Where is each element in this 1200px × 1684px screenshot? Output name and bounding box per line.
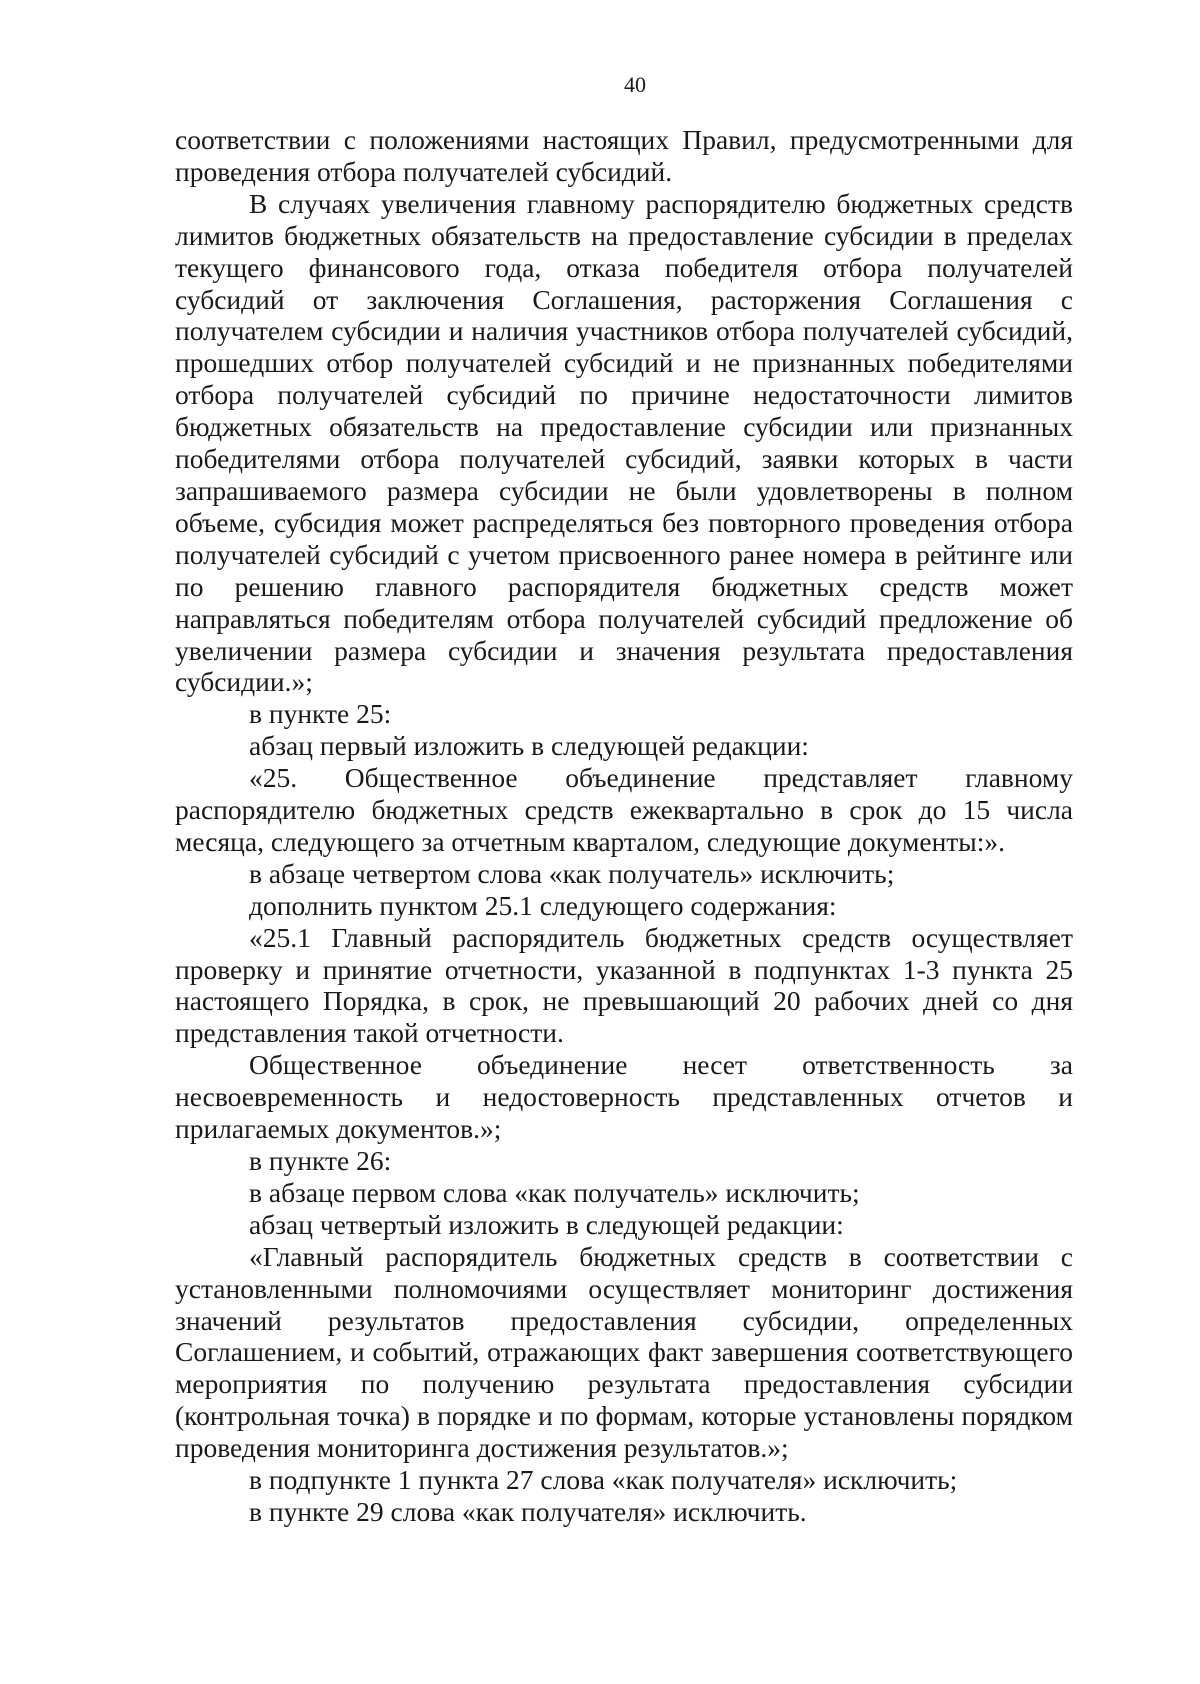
paragraph-point-25-intro: в пункте 25:: [249, 698, 392, 730]
paragraph-point-29: в пункте 29 слова «как получателя» исключить.: [249, 1495, 807, 1527]
paragraph-continuation: соответствии с положениями настоящих Правил, предусмотренными для проведения отбора получателей субсидий.: [175, 124, 1073, 187]
paragraph-fourth-abzac-exclude: в абзаце четвертом слова «как получатель» исключить;: [249, 857, 895, 889]
paragraph-monitoring-text: «Главный распорядитель бюджетных средств в соответствии с установленными полномочиями осуществляет мониторинг достижения значений результатов предоставления субсидии, определенных Соглашением, и событий, отражающих факт завершения соответствующего мероприятия по получению результата предоставления субсидии (контрольная точка) в порядке и по формам, которые установлены порядком проведения мониторинга достижения результатов.»;: [175, 1240, 1073, 1464]
page-number: 40: [624, 72, 646, 97]
paragraph-responsibility: Общественное объединение несет ответственность за несвоевременность и недостоверность представленных отчетов и прилагаемых документов.»;: [175, 1049, 1073, 1145]
paragraph-point-26-fourth-abzac: абзац четвертый изложить в следующей редакции:: [249, 1208, 844, 1240]
document-body: [175, 124, 1073, 1528]
paragraph-point-25-text: «25. Общественное объединение представляет главному распорядителю бюджетных средств ежеквартально в срок до 15 числа месяца, следующего за отчетным кварталом, следующие документы:».: [175, 762, 1073, 857]
paragraph-first-abzac-edit: абзац первый изложить в следующей редакции:: [249, 730, 809, 762]
paragraph-point-27: в подпункте 1 пункта 27 слова «как получателя» исключить;: [249, 1464, 958, 1496]
paragraph-add-point-25-1: дополнить пунктом 25.1 следующего содержания:: [249, 889, 837, 921]
paragraph-point-26-intro: в пункте 26:: [249, 1145, 392, 1176]
paragraph-point-25-1-text: «25.1 Главный распорядитель бюджетных средств осуществляет проверку и принятие отчетности, указанной в подпунктах 1-3 пункта 25 настоящего Порядка, в срок, не превышающий 20 рабочих дней со дня представления такой отчетности.: [175, 921, 1073, 1049]
paragraph-point-26-first-abzac: в абзаце первом слова «как получатель» исключить;: [249, 1176, 860, 1208]
paragraph-subsidy-distribution: В случаях увеличения главному распорядителю бюджетных средств лимитов бюджетных обязательств на предоставление субсидии в пределах текущего финансового года, отказа победителя отбора получателей субсидий от заключения Соглашения, расторжения Соглашения с получателем субсидии и наличия участников отбора получателей субсидий, прошедших отбор получателей субсидий и не признанных победителями отбора получателей субсидий по причине недостаточности лимитов бюджетных обязательств на предоставление субсидии или признанных победителями отбора получателей субсидий, заявки которых в части запрашиваемого размера субсидии не были удовлетворены в полном объеме, субсидия может распределяться без повторного проведения отбора получателей субсидий с учетом присвоенного ранее номера в рейтинге или по решению главного распорядителя бюджетных средств может направляться победителям отбора получателей субсидий предложение об увеличении размера субсидии и значения результата предоставления субсидии.»;: [175, 187, 1073, 698]
